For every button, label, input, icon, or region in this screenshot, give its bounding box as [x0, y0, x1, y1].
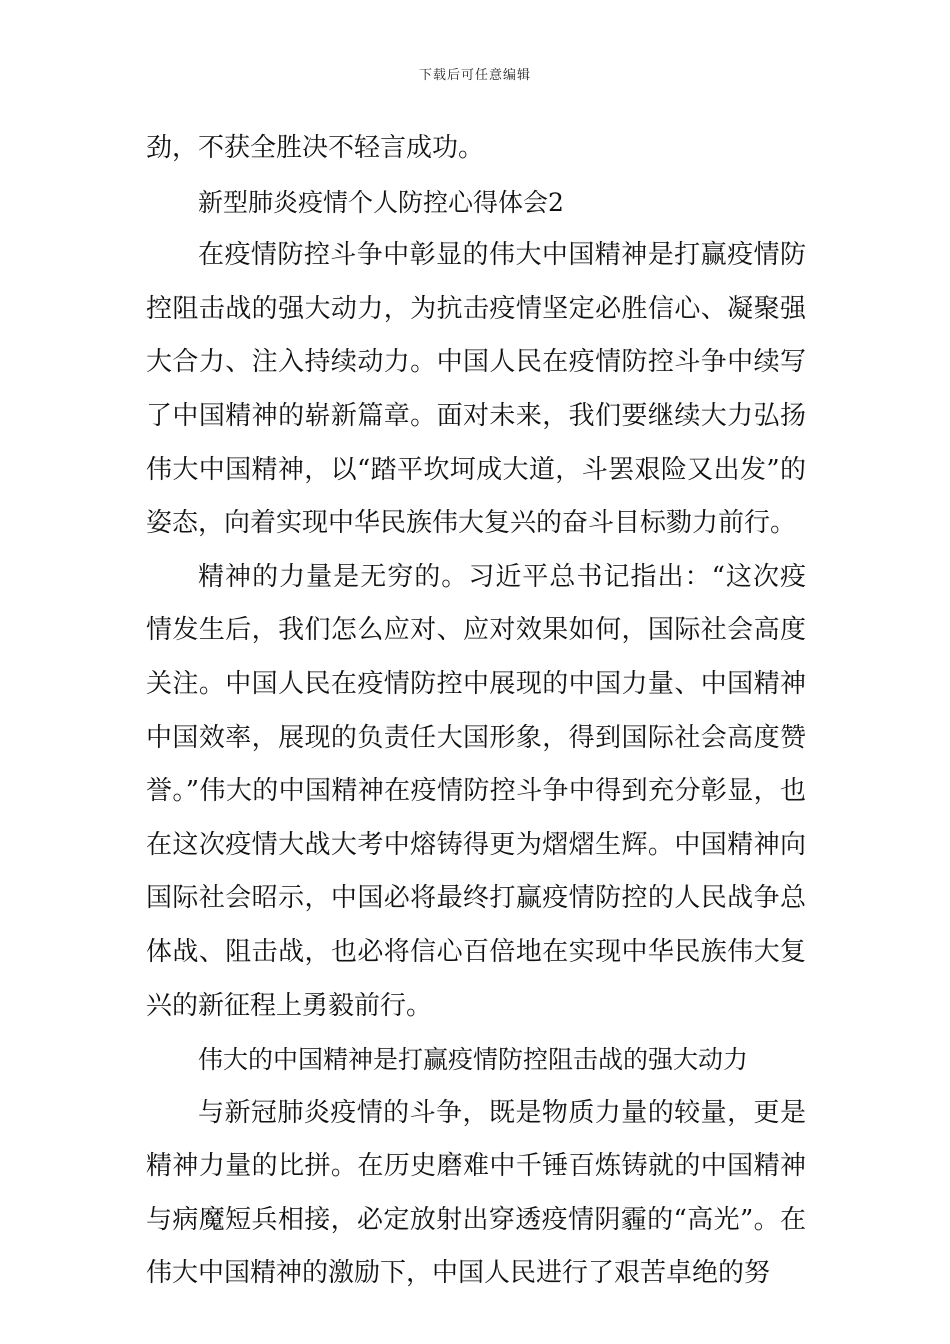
section-heading-2: 伟大的中国精神是打赢疫情防控阻击战的强大动力 — [198, 1045, 749, 1075]
paragraph-1: 在疫情防控斗争中彰显的伟大中国精神是打赢疫情防控阻击战的强大动力，为抗击疫情坚定必胜信心、凝聚强大合力、注入持续动力。中国人民在疫情防控斗争中续写了中国精神的崭新篇章。面对未来，我们要继续大力弘扬伟大中国精神，以“踏平坎坷成大道，斗罢艰险又出发”的姿态，向着实现中华民族伟大复兴的奋斗目标勠力前行。 — [146, 240, 806, 539]
paragraph-3: 与新冠肺炎疫情的斗争，既是物质力量的较量，更是精神力量的比拼。在历史磨难中千锤百炼铸就的中国精神与病魔短兵相接，必定放射出穿透疫情阴霾的“高光”。在伟大中国精神的激励下，中国人民进行了艰苦卓绝的努 — [146, 1097, 806, 1289]
document-body — [146, 122, 806, 1301]
section-heading-1: 新型肺炎疫情个人防控心得体会2 — [198, 187, 564, 217]
page-header: 下载后可任意编辑 — [418, 68, 531, 83]
paragraph-2: 精神的力量是无穷的。习近平总书记指出：“这次疫情发生后，我们怎么应对、应对效果如何，国际社会高度关注。中国人民在疫情防控中展现的中国力量、中国精神中国效率，展现的负责任大国形象，得到国际社会高度赞誉。”伟大的中国精神在疫情防控斗争中得到充分彰显，也在这次疫情大战大考中熔铸得更为熠熠生辉。中国精神向国际社会昭示，中国必将最终打赢疫情防控的人民战争总体战、阻击战，也必将信心百倍地在实现中华民族伟大复兴的新征程上勇毅前行。 — [146, 561, 806, 1021]
continuation-paragraph: 劲，不获全胜决不轻言成功。 — [146, 133, 485, 163]
